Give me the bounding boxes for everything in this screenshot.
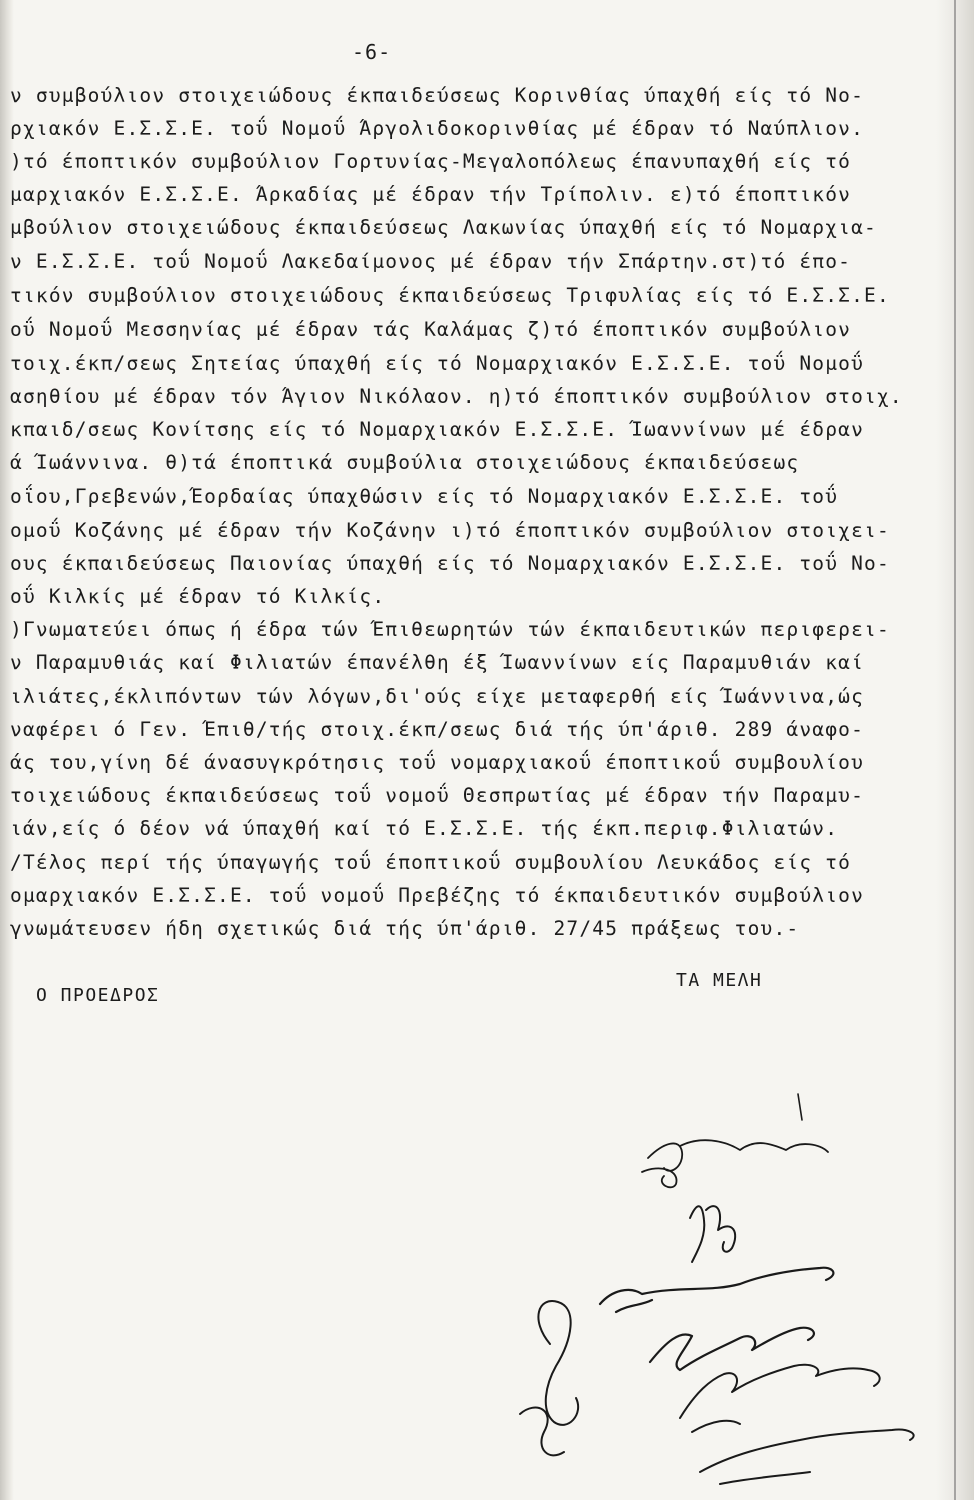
- president-label: Ο ΠΡΟΕΔΡΟΣ: [36, 985, 160, 1006]
- signature-4: [650, 1328, 814, 1370]
- text-line: άς του,γίνη δέ άνασυγκρότησις τοΰ νομαρχιακοΰ έποπτικοΰ συμβουλίου: [10, 751, 865, 774]
- text-line: )Γνωματεύει όπως ή έδρα τών Έπιθεωρητών τών έκπαιδευτικών περιφερει-: [10, 618, 890, 641]
- page-right-edge: [936, 0, 974, 1500]
- page-number: -6-: [352, 40, 392, 64]
- signature-5: [680, 1365, 880, 1432]
- text-line: ν Παραμυθιάς καί Φιλιατών έπανέλθη έξ Ίωαννίνων είς Παραμυθιάν καί: [10, 651, 865, 674]
- text-line: ρχιακόν Ε.Σ.Σ.Ε. τοΰ Νομοΰ Άργολιδοκορινθίας μέ έδραν τό Ναύπλιον.: [10, 117, 865, 140]
- signature-3: [600, 1268, 833, 1312]
- handwritten-signatures: [380, 1080, 940, 1500]
- text-line: τικόν συμβούλιον στοιχειώδους έκπαιδεύσεως Τριφυλίας είς τό Ε.Σ.Σ.Ε.: [10, 284, 890, 307]
- text-line: γνωμάτευσεν ήδη σχετικώς διά τής ύπ'άριθ. 27/45 πράξεως του.-: [10, 917, 800, 940]
- text-line: μαρχιακόν Ε.Σ.Σ.Ε. Άρκαδίας μέ έδραν τήν Τρίπολιν. ε)τό έποπτικόν: [10, 183, 852, 206]
- text-line: ν Ε.Σ.Σ.Ε. τοΰ Νομοΰ Λακεδαίμονος μέ έδραν τήν Σπάρτην.στ)τό έπο-: [10, 250, 852, 273]
- members-label: ΤΑ ΜΕΛΗ: [676, 970, 763, 991]
- text-line: ομοΰ Κοζάνης μέ έδραν τήν Κοζάνην ι)τό έποπτικόν συμβούλιον στοιχει-: [10, 519, 890, 542]
- text-line: τοιχ.έκπ/σεως Σητείας ύπαχθή είς τό Νομαρχιακόν Ε.Σ.Σ.Ε. τοΰ Νομοΰ: [10, 352, 865, 375]
- text-line: ναφέρει ό Γεν. Έπιθ/τής στοιχ.έκπ/σεως διά τής ύπ'άριθ. 289 άναφο-: [10, 718, 865, 741]
- text-line: ιλιάτες,έκλιπόντων τών λόγων,δι'ούς είχε μεταφερθή είς Ίωάννινα,ώς: [10, 685, 865, 708]
- text-line: οΐου,Γρεβενών,Έορδαίας ύπαχθώσιν είς τό Νομαρχιακόν Ε.Σ.Σ.Ε. τοΰ: [10, 485, 839, 508]
- signature-6: [700, 1430, 914, 1484]
- text-line: οΰ Νομοΰ Μεσσηνίας μέ έδραν τάς Καλάμας ζ)τό έποπτικόν συμβούλιον: [10, 318, 852, 341]
- text-line: μβούλιον στοιχειώδους έκπαιδεύσεως Λακωνίας ύπαχθή είς τό Νομαρχια-: [10, 216, 877, 239]
- text-line: ιάν,είς ό δέον νά ύπαχθή καί τό Ε.Σ.Σ.Ε. τής έκπ.περιφ.Φιλιατών.: [10, 817, 839, 840]
- text-line: )τό έποπτικόν συμβούλιον Γορτυνίας-Μεγαλοπόλεως έπανυπαχθή είς τό: [10, 150, 852, 173]
- signature-1: [642, 1140, 828, 1187]
- text-line: οΰ Κιλκίς μέ έδραν τό Κιλκίς.: [10, 585, 386, 608]
- text-line: ν συμβούλιον στοιχειώδους έκπαιδεύσεως Κορινθίας ύπαχθή είς τό Νο-: [10, 84, 865, 107]
- signature-7: [520, 1301, 578, 1455]
- text-line: /Τέλος περί τής ύπαγωγής τοΰ έποπτικοΰ συμβουλίου Λευκάδος είς τό: [10, 851, 852, 874]
- text-line: κπαιδ/σεως Κονίτσης είς τό Νομαρχιακόν Ε.Σ.Σ.Ε. Ίωαννίνων μέ έδραν: [10, 418, 865, 441]
- signature-stroke: [798, 1094, 802, 1120]
- text-line: τοιχειώδους έκπαιδεύσεως τοΰ νομοΰ Θεσπρωτίας μέ έδραν τήν Παραμυ-: [10, 784, 865, 807]
- text-line: ους έκπαιδεύσεως Παιονίας ύπαχθή είς τό Νομαρχιακόν Ε.Σ.Σ.Ε. τοΰ Νο-: [10, 552, 890, 575]
- text-line: ομαρχιακόν Ε.Σ.Σ.Ε. τοΰ νομοΰ Πρεβέζης τό έκπαιδευτικόν συμβούλιον: [10, 884, 865, 907]
- signature-2: [690, 1206, 735, 1262]
- text-line: ά Ίωάννινα. θ)τά έποπτικά συμβούλια στοιχειώδους έκπαιδεύσεως: [10, 451, 800, 474]
- text-line: ασηθίου μέ έδραν τόν Άγιον Νικόλαον. η)τό έποπτικόν συμβούλιον στοιχ.: [10, 385, 903, 408]
